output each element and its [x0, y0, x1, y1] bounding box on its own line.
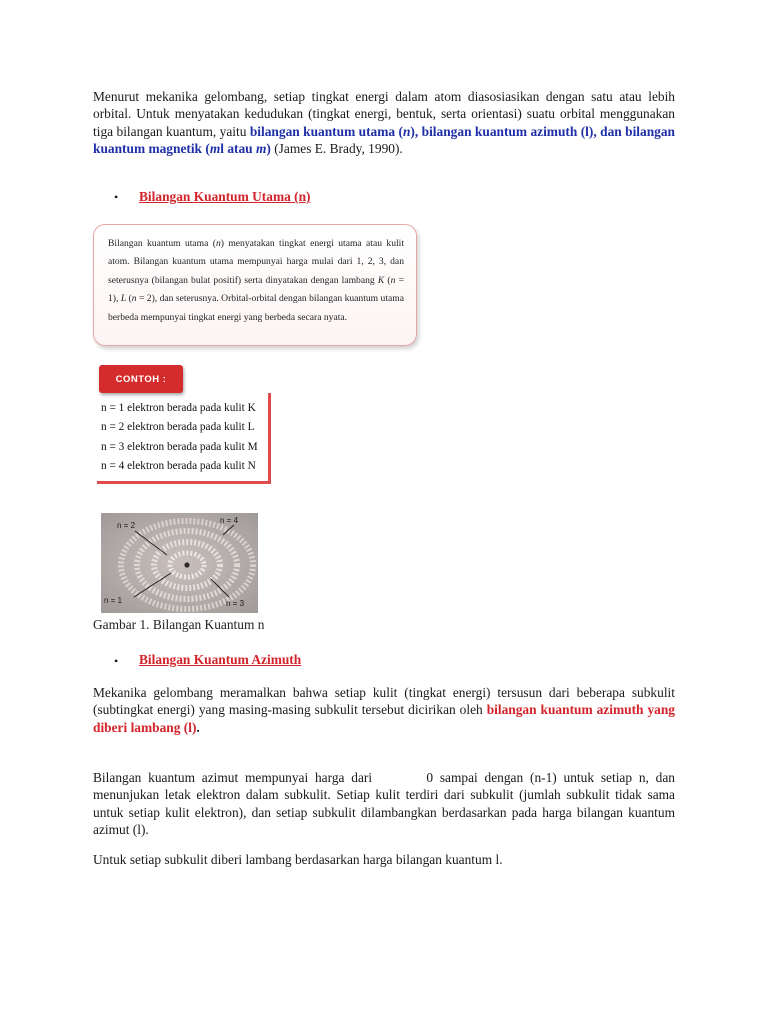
intro-symbol-n: n	[402, 123, 411, 139]
section-title-utama: Bilangan Kuantum Utama (n)	[139, 189, 311, 204]
intro-symbol-m: m	[209, 141, 221, 157]
definition-box	[93, 224, 417, 346]
definition-symbol: L	[120, 293, 127, 305]
definition-part: (	[126, 293, 132, 305]
azimuth-paragraph	[93, 684, 675, 736]
contoh-item: n = 1 elektron berada pada kulit K	[101, 402, 256, 414]
label-n3: n = 3	[226, 599, 245, 608]
contoh-item: n = 3 elektron berada pada kulit M	[101, 440, 258, 453]
figure-caption: Gambar 1. Bilangan Kuantum n	[93, 617, 265, 632]
definition-symbol: n	[215, 238, 221, 249]
intro-highlight-part: ), bilangan kuantum azimuth (l), dan bilangan kuantum magnetik (	[93, 123, 675, 157]
contoh-badge: CONTOH :	[99, 365, 183, 393]
azimuth-highlight: bilangan kuantum azimuth yang diberi lambang (l)	[93, 702, 675, 735]
intro-symbol-m: m	[255, 141, 267, 157]
label-n4: n = 4	[220, 516, 239, 525]
nucleus	[184, 562, 189, 567]
intro-highlight-part: )	[266, 141, 271, 157]
contoh-list	[101, 399, 258, 476]
lambang-paragraph: Untuk setiap subkulit diberi lambang berdasarkan harga bilangan kuantum l.	[93, 852, 503, 867]
label-n2: n = 2	[117, 521, 136, 530]
bullet-icon: •	[114, 190, 119, 204]
azimuth-text: Mekanika gelombang meramalkan bahwa setiap kulit (tingkat energi) tersusun dari beberapa subkulit (subtingkat energi) yang masing-masing subkulit tersebut dicirikan oleh	[93, 685, 675, 718]
bullet-icon: •	[114, 654, 119, 668]
azimuth-end: .	[196, 719, 200, 735]
definition-text	[108, 235, 404, 327]
contoh-item: n = 2 elektron berada pada kulit L	[101, 421, 255, 434]
intro-text: Menurut mekanika gelombang, setiap tingkat energi dalam atom diasosiasikan dengan satu atau lebih orbital. Untuk menyatakan kedudukan (tingkat energi, bentuk, serta orientasi) suatu orbital menggunakan tiga bilangan kuantum, yaitu	[93, 89, 675, 139]
harga-paragraph: Bilangan kuantum azimut mempunyai harga dari 0 sampai dengan (n-1) untuk setiap n, dan menunjukan letak elektron dalam subkulit. Setiap kulit terdiri dari subkulit (jumlah subkulit tidak sama untuk setiap kulit elektron), dan setiap subkulit dilambangkan berdasarkan pada harga bilangan kuantum azimut (l).	[93, 770, 679, 838]
intro-highlight-part: bilangan kuantum utama (	[249, 123, 403, 139]
definition-part: Bilangan kuantum utama (	[108, 238, 216, 249]
intro-paragraph	[93, 88, 675, 158]
intro-citation: (James E. Brady, 1990).	[274, 141, 403, 157]
definition-symbol: n	[390, 274, 396, 286]
contoh-item: n = 4 elektron berada pada kulit N	[101, 459, 256, 472]
definition-part: (	[384, 274, 391, 286]
definition-symbol: K	[377, 274, 385, 286]
intro-highlight-part: l atau	[220, 141, 256, 157]
section-title-azimuth: Bilangan Kuantum Azimuth	[139, 652, 302, 667]
definition-part: = 1),	[108, 274, 404, 305]
label-n1: n = 1	[104, 596, 123, 605]
definition-part: = 2), dan seterusnya. Orbital-orbital dengan bilangan kuantum utama berbeda mempunyai tingkat energi yang berbeda secara nyata.	[108, 293, 404, 323]
definition-part: ) menyatakan tingkat energi utama atau kulit atom. Bilangan kuantum utama mempunyai harga mulai dari 1, 2, 3, dan seterusnya (bilangan bulat positif) serta dinyatakan dengan lambang	[108, 238, 404, 286]
definition-symbol: n	[131, 293, 137, 305]
atom-shells-image	[101, 513, 258, 613]
